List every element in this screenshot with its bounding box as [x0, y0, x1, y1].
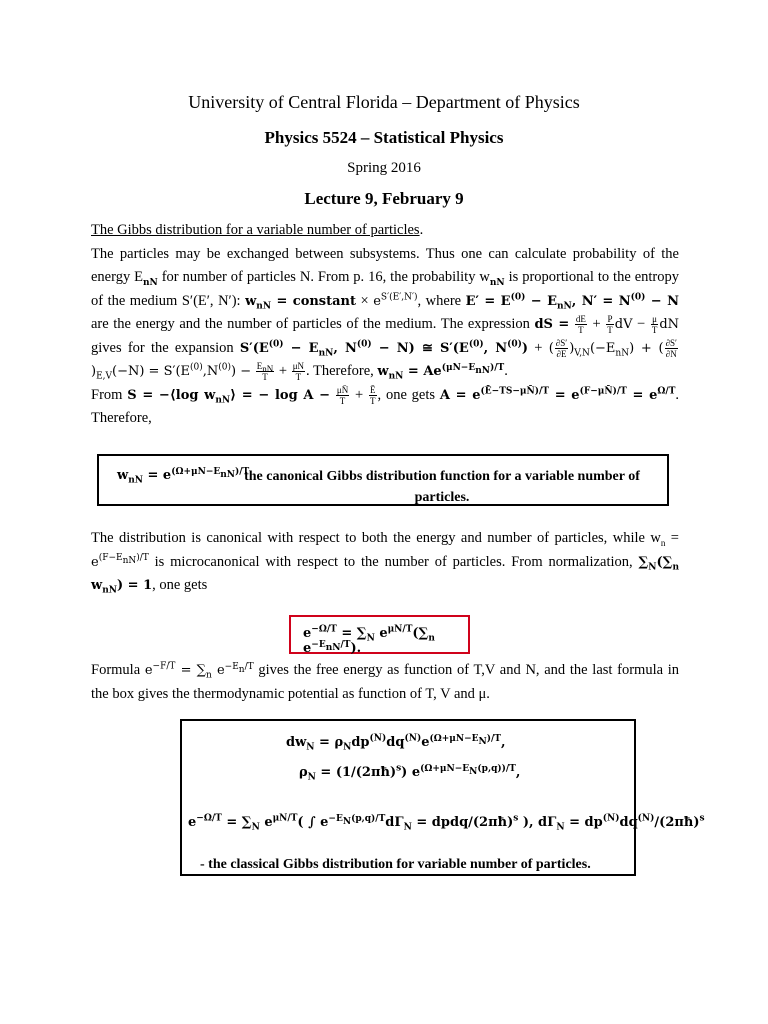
header-course: Physics 5524 – Statistical Physics: [264, 128, 504, 147]
formula-omega: $e^{-\Omega/T} = \sum_N$ $e^{\mu N/T}$( ∫ $e^{-E_N(p,q)/T}d\Gamma_N$ = dpdq/(2πħ)$^s$ ), $d\Gamma_N$ = $dp^{(N)}dq^{(N)}/(2\pi ħ)^s$: [188, 813, 705, 833]
normalization-box: [289, 615, 470, 654]
classical-gibbs-box: [180, 719, 705, 876]
paragraph-4: Formula $e^{-F/T} = \sum_n$ $e^{-E_n/T}$ gives the free energy as function of T,V and N, and the last formula in the box gives the thermodynamic potential as function of T, V and μ.: [91, 661, 680, 702]
normalization-formula: $e^{-\Omega/T} = \sum_N$ $e^{\mu N/T}(\sum_n$ $e^{-E_{nN}/T}$).: [303, 624, 435, 656]
section-body: The Gibbs distribution for a variable number of particles. The particles may be exchanged between subsystems. Thus one can calculate probability of the energy $E_{nN}$ for number of particles N. From p. 16, the probability $w_{nN}$ is proportional to the entropy of the medium S′(E′, N′): $w_{nN}$ = constant × $e^{S'(E',N')}$, where $E' = E^{(0)} - E_{nN}$, $N' = N^{(0)} - N$ are the energy and the number of particles of the medium. The expression dS = $\frac{dE}{T}$ + $\frac{P}{T}$ dV − $\frac{\mu}{T}$ dN gives for the expansion $S'(E^{(0)} - E_{nN}$, $N^{(0)} - N$) ≅ $S'(E^{(0)}$, $N^{(0)}$) + ( $\frac{\partial S'}{\partial E}$ )$_{V,N}(-E_{nN})$ + ( $\frac{\partial S'}{\partial N}$ )$_{E,V}(-N) = S'(E^{(0)},N^{(0)})$ − $\frac{E_{nN}}{T}$ + $\frac{\mu N}{T}$ . Therefore, $w_{nN} = Ae^{(\mu N-E_{nN})/T}$. From S = −⟨log $w_{nN}⟩$ = − log A − $\frac{\mu N̄}{T}$ + $\frac{Ē}{T}$ , one gets $A = e^{(Ē-TS-\mu N̄)/T} = e^{(F-\mu N̄)/T} = e^{\Omega/T}$. Therefore,: [91, 219, 679, 431]
paragraph-2: From S = −⟨log $w_{nN}⟩$ = − log A − $\frac{\mu N̄}{T}$ + $\frac{Ē}{T}$ , one gets $A = e^{(Ē-TS-\mu N̄)/T} = e^{(F-\mu N̄)/T} = e^{\Omega/T}$. Therefore,: [91, 384, 680, 426]
formula-dw: $dw_N = \rho_Ndp^{(N)}dq^{(N)}e^{(\Omega+\mu N-E_N)/T}$,: [286, 733, 506, 753]
header-university: University of Central Florida – Department of Physics: [188, 92, 580, 112]
canonical-gibbs-formula: $w_{nN} = e^{(\Omega+\mu N-E_{nN})/T}$: [117, 466, 250, 486]
classical-gibbs-caption: - the classical Gibbs distribution for variable number of particles.: [200, 857, 591, 872]
paragraph-1: The particles may be exchanged between subsystems. Thus one can calculate probability of the energy $E_{nN}$ for number of particles N. From p. 16, the probability $w_{nN}$ is proportional to the entropy of the medium S′(E′, N′): $w_{nN}$ = constant × $e^{S'(E',N')}$, where $E' = E^{(0)} - E_{nN}$, $N' = N^{(0)} - N$ are the energy and the number of particles of the medium. The expression dS = $\frac{dE}{T}$ + $\frac{P}{T}$ dV − $\frac{\mu}{T}$ dN gives for the expansion $S'(E^{(0)} - E_{nN}$, $N^{(0)} - N$) ≅ $S'(E^{(0)}$, $N^{(0)}$) + ( $\frac{\partial S'}{\partial E}$ )$_{V,N}(-E_{nN})$ + ( $\frac{\partial S'}{\partial N}$ )$_{E,V}(-N) = S'(E^{(0)},N^{(0)})$ − $\frac{E_{nN}}{T}$ + $\frac{\mu N}{T}$ . Therefore, $w_{nN} = Ae^{(\mu N-E_{nN})/T}$.: [91, 245, 680, 383]
header-lecture: Lecture 9, February 9: [304, 189, 464, 208]
header-term: Spring 2016: [347, 160, 421, 176]
section-title: The Gibbs distribution for a variable number of particles: [91, 222, 420, 238]
canonical-gibbs-box: [97, 454, 669, 506]
paragraph-3: The distribution is canonical with respect to both the energy and number of particles, while $w_n = e^{(F-E_{nN})/T}$ is microcanonical with respect to the number of particles. From normalization, $\sum_N(\sum_n$ $w_{nN}) = 1$, one gets: [91, 530, 679, 596]
canonical-gibbs-text: the canonical Gibbs distribution function for a variable number of particles.: [244, 469, 640, 505]
formula-rho: $\rho_N$ = (1/(2πħ)$^s$) $e^{(\Omega+\mu N-E_N(p,q))/T}$,: [299, 763, 521, 783]
